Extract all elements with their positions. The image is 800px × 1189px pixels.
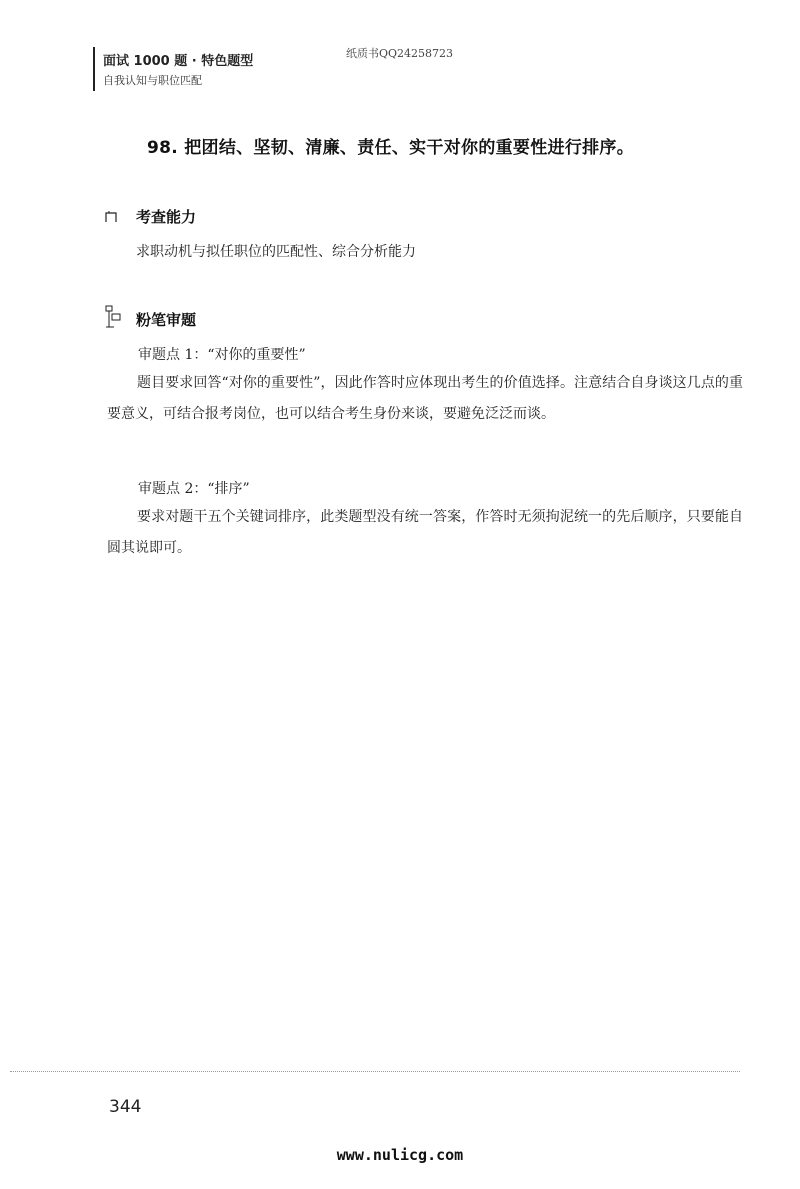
header-title: 面试 1000 题 · 特色题型 [103,54,254,69]
review-point1-text: 题目要求回答“对你的重要性”，因此作答时应体现出考生的价值选择。注意结合自身谈这几点的重要意义，可结合报考岗位，也可以结合考生身份来谈，要避免泛泛而谈。 [107,375,743,422]
square-bracket-icon [104,210,118,224]
review-point2-text: 要求对题干五个关键词排序，此类题型没有统一答案，作答时无须拘泥统一的先后顺序，只要能自圆其说即可。 [107,509,743,556]
ability-text: 求职动机与拟任职位的匹配性、综合分析能力 [136,244,416,260]
ability-heading: 考查能力 [136,208,197,226]
review-heading: 粉笔审题 [136,311,197,329]
footer-divider [10,1071,740,1072]
page-number: 344 [109,1097,142,1117]
footer-url: www.nulicg.com [336,1146,464,1164]
review-point1-title: 审题点 1：“对你的重要性” [138,347,306,363]
pen-review-icon [104,305,122,327]
review-point2-title: 审题点 2：“排序” [138,481,250,497]
watermark-text: 纸质书QQ24258723 [346,47,454,60]
header-subtitle: 自我认知与职位匹配 [103,74,202,87]
question-title: 98. 把团结、坚韧、清廉、责任、实干对你的重要性进行排序。 [147,138,635,158]
header-divider [93,47,95,91]
